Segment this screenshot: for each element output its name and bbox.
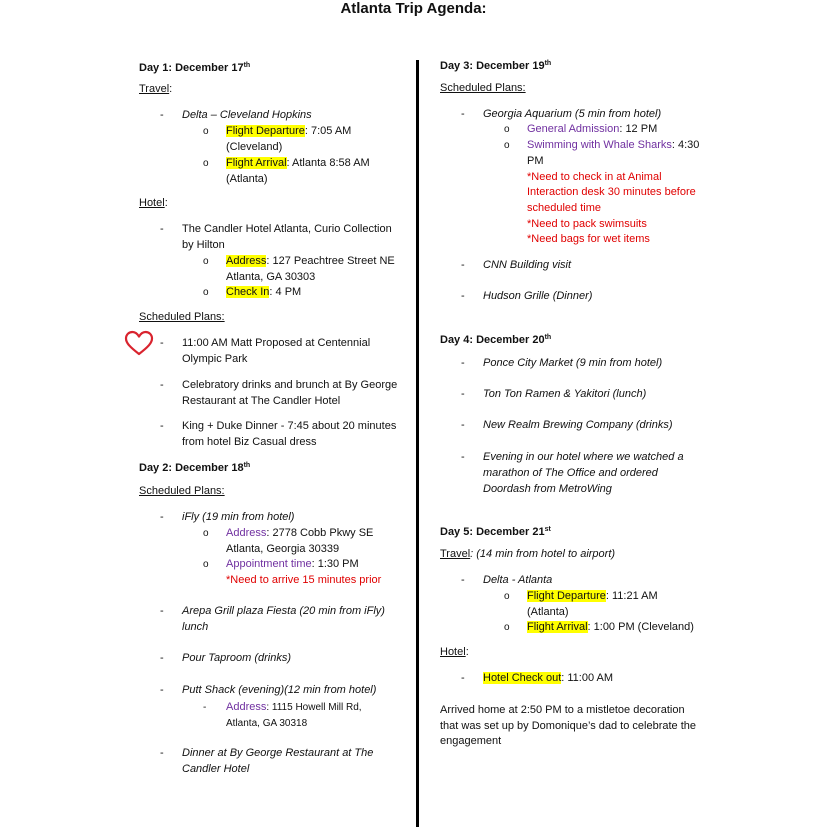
plan-brunch-line2: Restaurant at The Candler Hotel xyxy=(182,395,341,407)
heart-outline-icon xyxy=(124,330,154,357)
evening-item-line2: marathon of The Office and ordered xyxy=(483,467,658,479)
day5-departure-city: (Atlanta) xyxy=(527,606,569,618)
day1-arrival-city: (Atlanta) xyxy=(226,173,268,185)
day5-heading: Day 5: December 21st xyxy=(440,526,551,538)
putt-shack-address-line2: Atlanta, GA 30318 xyxy=(226,718,308,729)
plan-proposal-line2: Olympic Park xyxy=(182,353,248,365)
day1-departure-city: (Cleveland) xyxy=(226,141,283,153)
day1-hotel-heading: Hotel: xyxy=(139,197,168,209)
day1-travel-heading: Travel: xyxy=(139,83,173,95)
day3-plans-heading: Scheduled Plans: xyxy=(440,82,526,94)
day1-heading: Day 1: December 17th xyxy=(139,62,251,74)
day3-heading: Day 3: December 19th xyxy=(440,60,552,72)
day2-plans-heading: Scheduled Plans: xyxy=(139,485,225,497)
arrived-home-line2: that was set up by Domonique’s dad to celebrate the xyxy=(440,720,697,732)
evening-item-line3: Doordash from MetroWing xyxy=(483,483,612,495)
plan-dinner-line2: from hotel Biz Casual dress xyxy=(182,436,317,448)
ifly-address-line2: Atlanta, Georgia 30339 xyxy=(226,543,340,555)
column-divider xyxy=(416,60,419,827)
day5-travel-heading: Travel: (14 min from hotel to airport) xyxy=(440,548,616,560)
arrived-home-line3: engagement xyxy=(440,735,502,747)
aquarium-note-bags: *Need bags for wet items xyxy=(527,233,650,245)
hotel-address-line2: Atlanta, GA 30303 xyxy=(226,271,316,283)
arrived-home-line1: Arrived home at 2:50 PM to a mistletoe decoration xyxy=(440,704,685,716)
day5-hotel-heading: Hotel: xyxy=(440,646,469,658)
day2-heading: Day 2: December 18th xyxy=(139,462,251,474)
aquarium-note-checkin-line2: Interaction desk 30 minutes before xyxy=(527,186,696,198)
day1-plans-heading: Scheduled Plans: xyxy=(139,311,225,323)
aquarium-note-swimsuits: *Need to pack swimsuits xyxy=(527,218,647,230)
day4-heading: Day 4: December 20th xyxy=(440,334,552,346)
aquarium-whale-sharks-line2: PM xyxy=(527,155,544,167)
aquarium-note-checkin-line3: scheduled time xyxy=(527,202,601,214)
dinner-by-george-line2: Candler Hotel xyxy=(182,763,250,775)
ifly-arrive-note: *Need to arrive 15 minutes prior xyxy=(226,574,382,586)
page-title: Atlanta Trip Agenda: xyxy=(340,0,487,17)
aquarium-note-checkin: *Need to check in at Animal xyxy=(527,171,662,183)
arepa-item-line2: lunch xyxy=(182,621,209,633)
hotel-name-line2: by Hilton xyxy=(182,239,225,251)
